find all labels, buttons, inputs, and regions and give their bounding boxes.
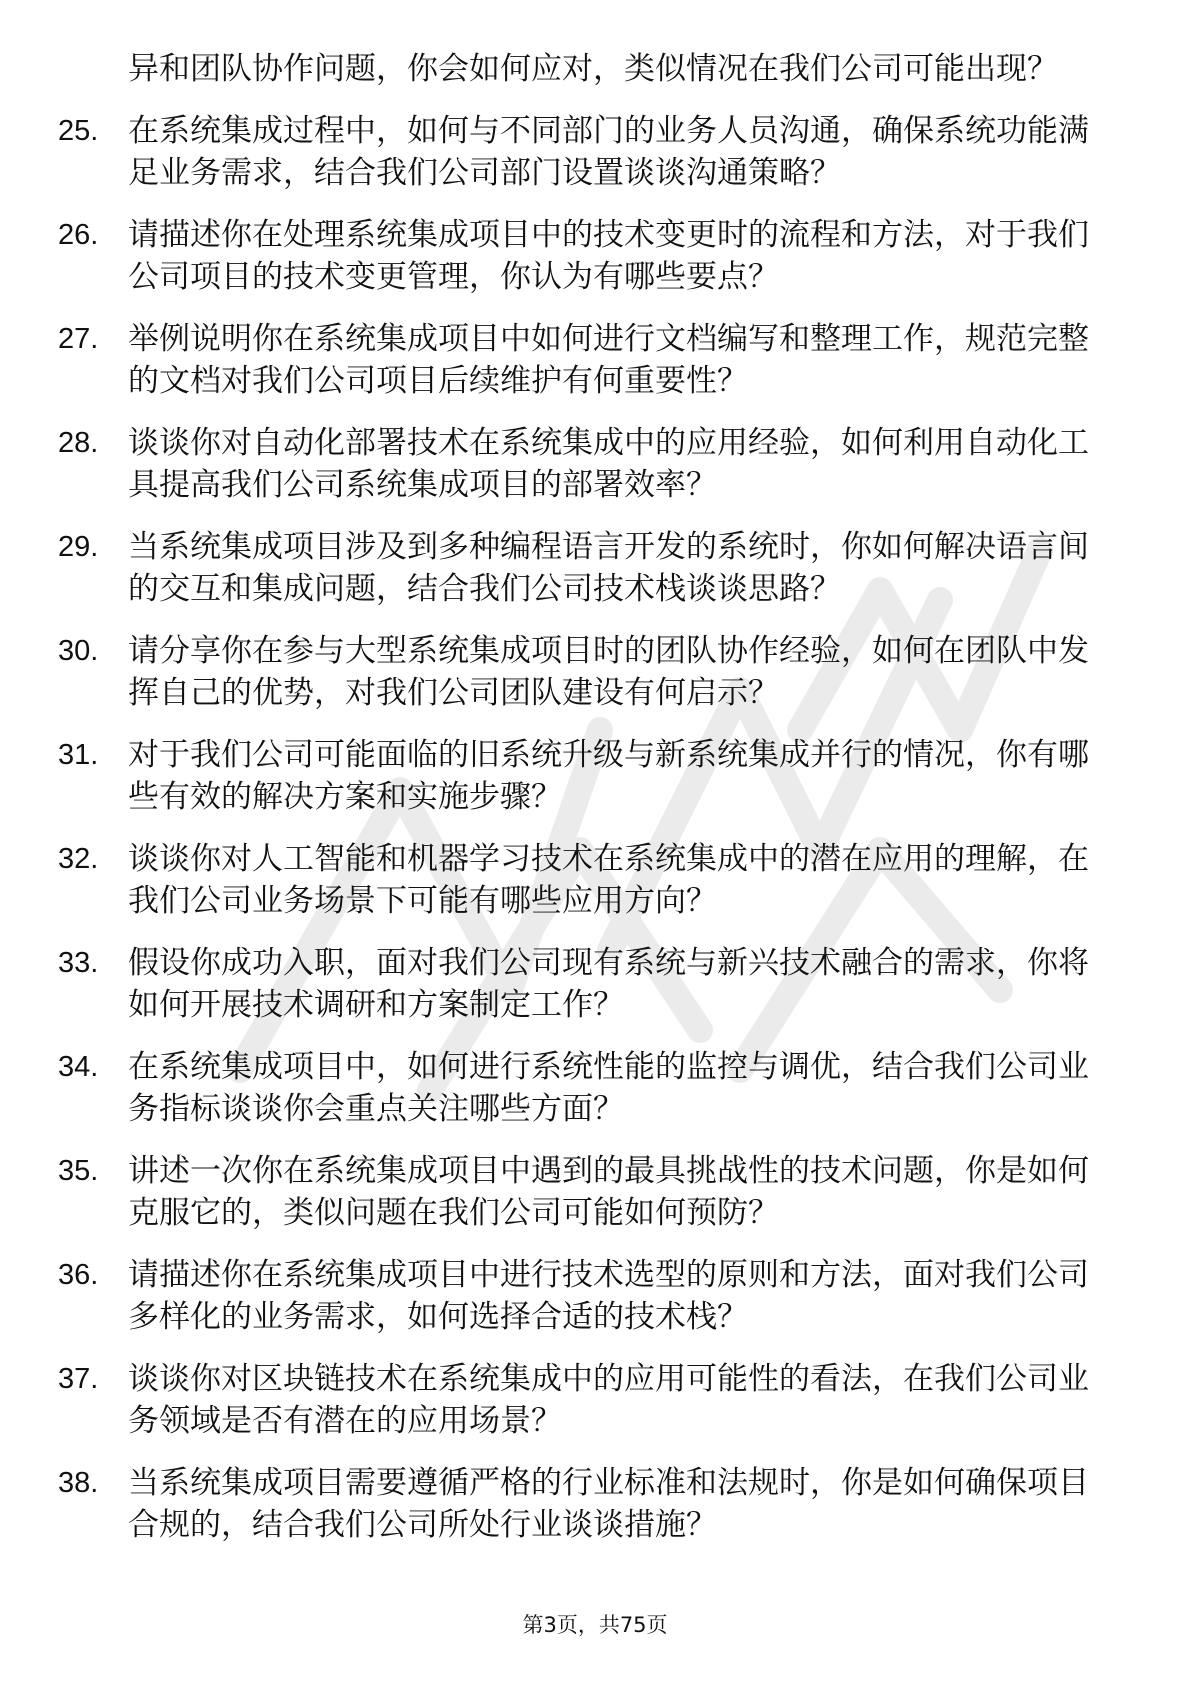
question-text: 假设你成功入职，面对我们公司现有系统与新兴技术融合的需求，你将如何开展技术调研和方案制定工作？ (128, 945, 1089, 1023)
list-item (58, 1150, 1118, 1234)
list-item (58, 1462, 1118, 1546)
list-item (58, 318, 1118, 402)
question-text: 在系统集成过程中，如何与不同部门的业务人员沟通，确保系统功能满足业务需求，结合我们公司部门设置谈谈沟通策略？ (128, 113, 1089, 191)
question-text: 在系统集成项目中，如何进行系统性能的监控与调优，结合我们公司业务指标谈谈你会重点关注哪些方面？ (128, 1049, 1089, 1127)
question-number: 33. (58, 947, 99, 979)
question-text: 对于我们公司可能面临的旧系统升级与新系统集成并行的情况，你有哪些有效的解决方案和实施步骤？ (128, 737, 1089, 815)
question-number: 29. (58, 531, 99, 563)
question-number: 36. (58, 1259, 99, 1291)
question-text: 请描述你在系统集成项目中进行技术选型的原则和方法，面对我们公司多样化的业务需求，如何选择合适的技术栈？ (128, 1257, 1089, 1335)
list-item (58, 734, 1118, 818)
question-text: 当系统集成项目需要遵循严格的行业标准和法规时，你是如何确保项目合规的，结合我们公司所处行业谈谈措施？ (128, 1465, 1089, 1543)
list-item (58, 838, 1118, 922)
list-item (58, 214, 1118, 298)
question-number: 32. (58, 843, 99, 875)
list-item (58, 942, 1118, 1026)
question-text: 谈谈你对自动化部署技术在系统集成中的应用经验，如何利用自动化工具提高我们公司系统集成项目的部署效率？ (128, 425, 1089, 503)
list-item (58, 1046, 1118, 1130)
question-text: 讲述一次你在系统集成项目中遇到的最具挑战性的技术问题，你是如何克服它的，类似问题在我们公司可能如何预防？ (128, 1153, 1089, 1231)
question-text: 请描述你在处理系统集成项目中的技术变更时的流程和方法，对于我们公司项目的技术变更管理，你认为有哪些要点？ (128, 217, 1089, 295)
question-text: 当系统集成项目涉及到多种编程语言开发的系统时，你如何解决语言间的交互和集成问题，结合我们公司技术栈谈谈思路？ (128, 529, 1089, 607)
question-number: 35. (58, 1155, 99, 1187)
list-item (58, 526, 1118, 610)
question-number: 37. (58, 1363, 99, 1395)
question-text: 谈谈你对人工智能和机器学习技术在系统集成中的潜在应用的理解，在我们公司业务场景下可能有哪些应用方向？ (128, 841, 1089, 919)
question-number: 28. (58, 427, 99, 459)
question-number: 27. (58, 323, 99, 355)
list-item (58, 110, 1118, 194)
question-text: 谈谈你对区块链技术在系统集成中的应用可能性的看法，在我们公司业务领域是否有潜在的应用场景？ (128, 1361, 1089, 1439)
question-number: 34. (58, 1051, 99, 1083)
page-number: 第3页，共75页 (522, 1613, 668, 1637)
list-item (58, 422, 1118, 506)
document-body (58, 48, 1118, 1566)
list-item (58, 1358, 1118, 1442)
question-text: 举例说明你在系统集成项目中如何进行文档编写和整理工作，规范完整的文档对我们公司项目后续维护有何重要性？ (128, 321, 1089, 399)
question-number: 26. (58, 219, 99, 251)
question-number: 38. (58, 1467, 99, 1499)
question-text: 请分享你在参与大型系统集成项目时的团队协作经验，如何在团队中发挥自己的优势，对我们公司团队建设有何启示？ (128, 633, 1089, 711)
question-number: 30. (58, 635, 99, 667)
question-number: 25. (58, 115, 99, 147)
list-item (58, 630, 1118, 714)
question-number: 31. (58, 739, 99, 771)
continuation-paragraph: 异和团队协作问题，你会如何应对，类似情况在我们公司可能出现？ (128, 51, 1058, 87)
list-item (58, 1254, 1118, 1338)
